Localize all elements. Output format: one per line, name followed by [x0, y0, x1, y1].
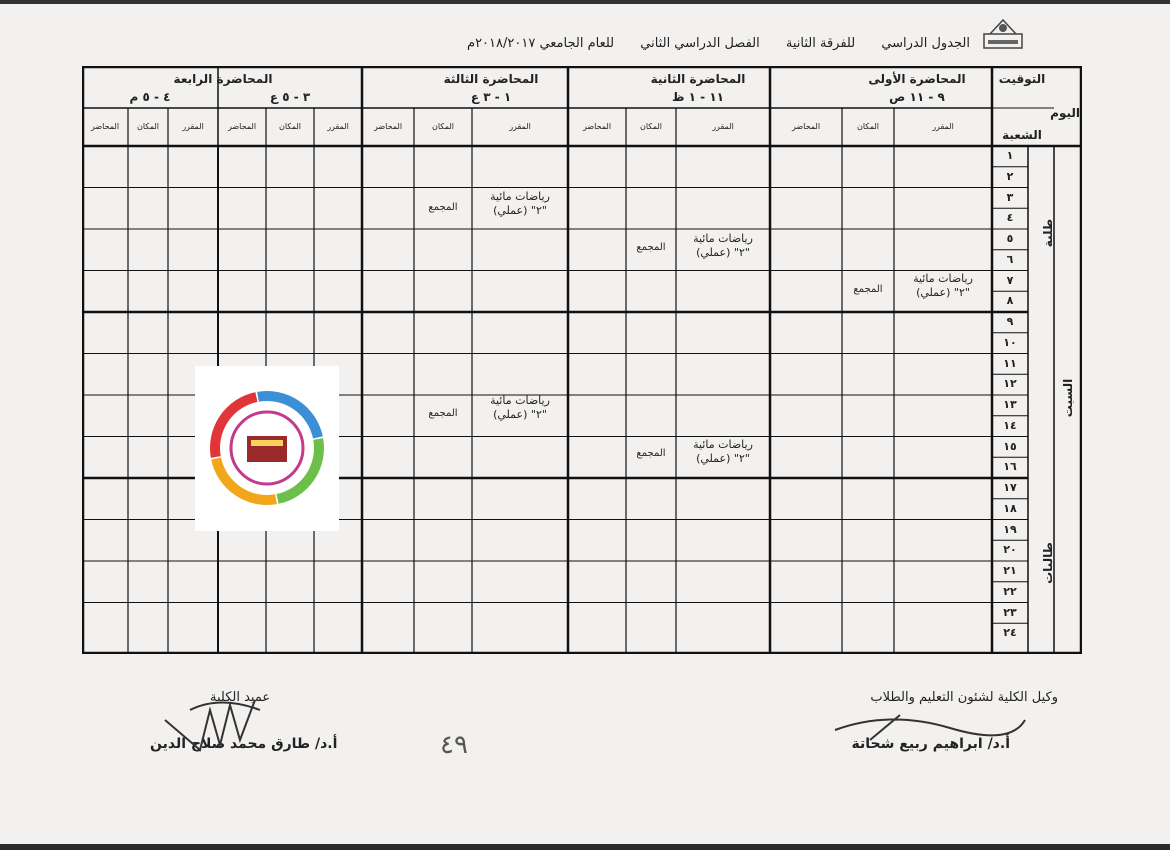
row-number: ٢٢: [1003, 584, 1017, 598]
row-number: ١٧: [1003, 481, 1017, 494]
row-number: ١٩: [1003, 522, 1017, 536]
left-signature-icon: [160, 690, 270, 760]
column-header-course: المقرر: [182, 122, 204, 131]
logo-watermark: [195, 366, 339, 531]
left-signatory-title: عميد الكلية: [210, 690, 271, 705]
header-semester: الفصل الدراسي الثاني: [640, 36, 760, 51]
entry-course: رياضات مائية "٢" (عملي): [490, 394, 550, 421]
row-number: ٢٤: [1003, 626, 1017, 640]
entry-course: رياضات مائية "٢" (عملي): [693, 438, 753, 465]
row-number: ٥: [1006, 232, 1014, 245]
header-year-level: للفرقة الثانية: [785, 36, 856, 51]
entry-place: المجمع: [853, 284, 883, 295]
row-number: ١١: [1003, 356, 1017, 370]
column-header-place: المكان: [856, 122, 879, 131]
row-number: ٢: [1006, 169, 1014, 183]
lecture-4-time-alt: ٤ - ٥ م: [129, 90, 171, 104]
entry-place: المجمع: [428, 408, 458, 419]
right-signature-icon: [830, 700, 1030, 750]
row-number: ٨: [1006, 294, 1014, 308]
row-number: ٢٠: [1003, 543, 1017, 557]
row-number: ١٤: [1003, 418, 1017, 432]
row-number: ١: [1006, 149, 1014, 162]
group-girls-label: طالبات: [1041, 542, 1055, 584]
row-number: ١٨: [1003, 501, 1017, 515]
column-header-place: المكان: [431, 122, 454, 131]
schedule-grid-lines: [82, 66, 1082, 654]
header-academic-year: للعام الجامعي ٢٠١٨/٢٠١٧م: [467, 36, 615, 51]
column-header-course: المقرر: [932, 122, 954, 131]
entry-place: المجمع: [636, 448, 666, 459]
row-number: ٧: [1006, 273, 1014, 287]
column-header-course: المقرر: [509, 122, 531, 131]
page-number: ٤٩: [440, 730, 468, 760]
column-header-course: المقرر: [712, 122, 734, 131]
entry-place: المجمع: [636, 242, 666, 253]
row-number: ١٢: [1003, 377, 1017, 391]
entry-place: المجمع: [428, 202, 458, 213]
group-boys-label: طلبة: [1041, 218, 1055, 248]
scan-edge: [0, 844, 1170, 850]
row-number: ٢٣: [1003, 605, 1017, 619]
row-number: ١٣: [1003, 398, 1017, 411]
column-header-place: المكان: [278, 122, 301, 131]
entry-course: رياضات مائية "٢" (عملي): [913, 272, 973, 299]
lecture-1-time: ٩ - ١١ ص: [889, 90, 945, 104]
right-signatory-name: أ.د/ ابراهيم ربيع شحاتة: [851, 736, 1010, 752]
colorful-ring-logo-icon: [195, 366, 339, 531]
row-number: ١٥: [1003, 439, 1017, 453]
column-header-place: المكان: [639, 122, 662, 131]
row-number: ١٦: [1003, 460, 1017, 474]
column-header-place: المكان: [136, 122, 159, 131]
day-saturday-label: السبت: [1061, 378, 1075, 418]
lecture-2-title: المحاضرة الثانية: [650, 72, 746, 86]
university-crest-icon: [980, 16, 1026, 50]
corner-day: اليوم: [1050, 106, 1080, 120]
lecture-3-title: المحاضرة الثالثة: [443, 72, 539, 86]
row-number: ٣: [1006, 190, 1014, 204]
row-number: ٢١: [1003, 564, 1017, 577]
entry-course: رياضات مائية "٢" (عملي): [490, 190, 550, 217]
lecture-4-time: ٣ - ٥ ع: [269, 90, 311, 104]
left-signatory-name: أ.د/ طارق محمد صلاح الدين: [150, 736, 338, 752]
lecture-3-time: ١ - ٣ ع: [470, 90, 512, 104]
entry-course: رياضات مائية "٢" (عملي): [693, 232, 753, 259]
schedule-table: [82, 66, 1082, 654]
column-header-lecturer: المحاضر: [791, 122, 821, 131]
header-title: الجدول الدراسي: [881, 36, 970, 51]
row-number: ٤: [1006, 211, 1014, 225]
document-header: [330, 36, 970, 56]
corner-section: الشعبة: [1002, 128, 1042, 142]
row-number: ٦: [1006, 252, 1014, 266]
column-header-course: المقرر: [327, 122, 349, 131]
corner-timing: التوقيت: [998, 72, 1046, 86]
lecture-1-title: المحاضرة الأولى: [868, 72, 966, 86]
lecture-4-title: المحاضرة الرابعة: [173, 72, 273, 86]
right-signatory-title: وكيل الكلية لشئون التعليم والطلاب: [870, 690, 1058, 705]
row-number: ١٠: [1003, 335, 1017, 349]
column-header-lecturer: المحاضر: [582, 122, 612, 131]
column-header-lecturer: المحاضر: [373, 122, 403, 131]
row-number: ٩: [1006, 315, 1014, 328]
scan-edge: [0, 0, 1170, 4]
column-header-lecturer: المحاضر: [227, 122, 257, 131]
column-header-lecturer: المحاضر: [90, 122, 120, 131]
lecture-2-time: ١١ - ١ ظ: [672, 90, 724, 104]
